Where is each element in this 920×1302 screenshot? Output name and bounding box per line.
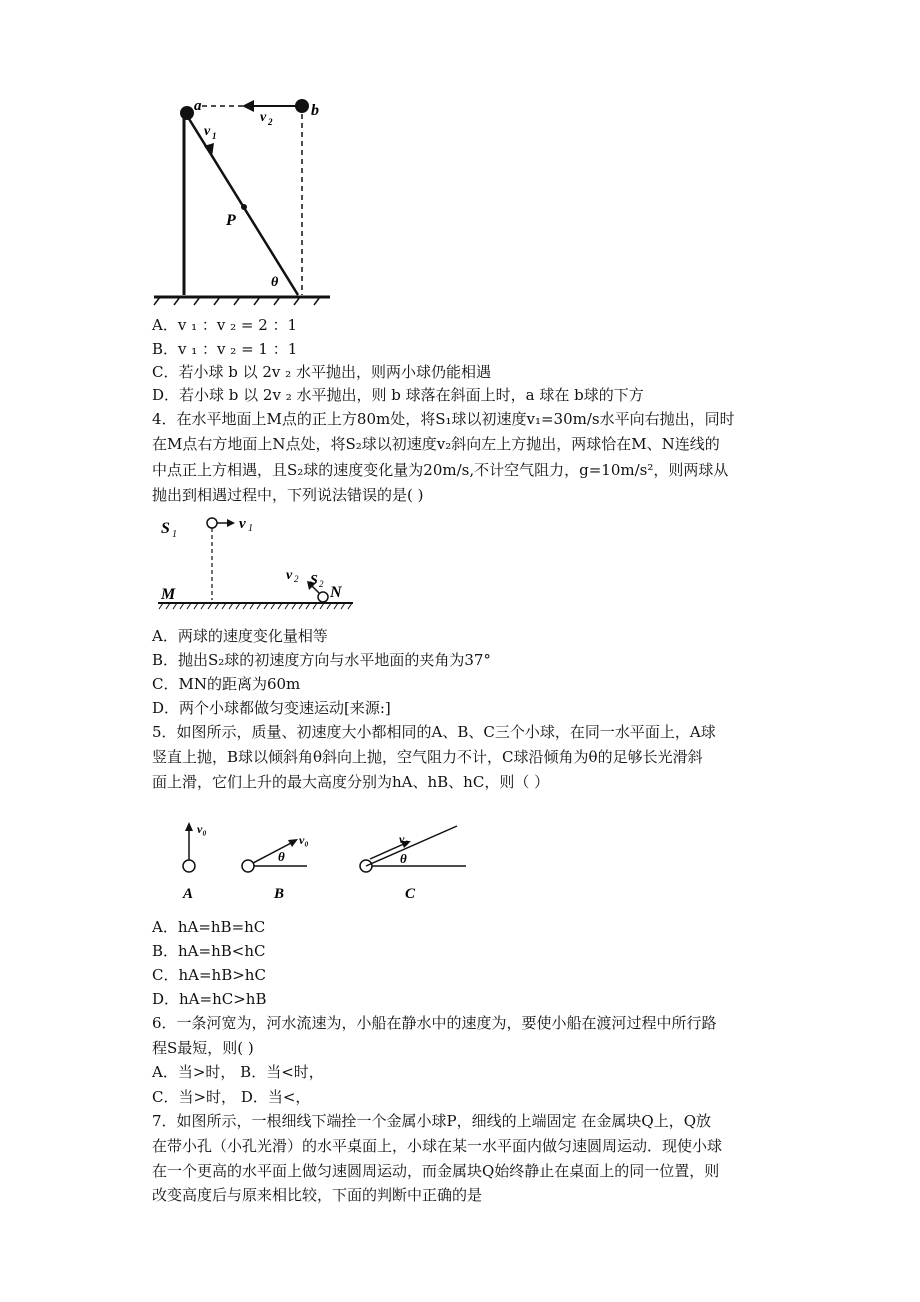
q6-stem-line-2: 程S最短，则( ) [152, 1039, 254, 1057]
figure-incline-two-balls [150, 92, 340, 308]
q4-stem-line-2: 在M点右方地面上N点处，将S₂球以初速度v₂斜向左上方抛出，两球恰在M、N连线的 [152, 435, 720, 453]
label-s1: S [161, 520, 170, 537]
label-v1: v [204, 124, 211, 139]
figure-incline-svg [150, 92, 340, 308]
q4-stem-line-1: 4．在水平地面上M点的正上方80m处，将S₁球以初速度v₁=30m/s水平向右抛出，同时 [152, 410, 735, 428]
q3-option-a: A．v ₁ ：v ₂ = 2 ：1 [152, 316, 298, 334]
s1-velocity-arrowhead [227, 519, 235, 527]
label-s2: S [310, 573, 318, 588]
figure-spheres-svg [155, 512, 365, 612]
point-p [241, 204, 247, 210]
label-n: N [330, 584, 342, 601]
q6-options-ab: A．当>时， B．当<时， [152, 1063, 324, 1081]
q5-option-b: B．hA=hB<hC [152, 942, 266, 960]
label-c: C [405, 886, 416, 902]
q6-stem-line-1: 6．一条河宽为，河水流速为，小船在静水中的速度为，要使小船在渡河过程中所行路 [152, 1014, 717, 1032]
q7-stem-line-4: 改变高度后与原来相比较，下面的判断中正确的是 [152, 1186, 483, 1204]
ball-b [242, 860, 254, 872]
q5-option-a: A．hA=hB=hC [152, 918, 266, 936]
label-v1: v [239, 516, 246, 532]
label-b: B [274, 886, 285, 902]
q4-option-c: C．MN的距离为60m [152, 675, 301, 693]
v2-arrowhead [242, 100, 254, 112]
figure-two-spheres [155, 512, 365, 612]
label-c-theta: θ [400, 851, 407, 866]
sphere-s2 [318, 592, 328, 602]
q6-options-cd: C．当>时， D．当<， [152, 1088, 311, 1106]
q4-option-d: D．两个小球都做匀变速运动[来源:] [152, 699, 391, 717]
figure-abc-svg [170, 812, 470, 904]
label-s2-sub: 2 [319, 579, 324, 589]
ball-b [295, 99, 309, 113]
label-a: a [194, 98, 202, 114]
label-v2: v [286, 568, 293, 583]
ball-a [183, 860, 195, 872]
q5-option-c: C．hA=hB>hC [152, 966, 266, 984]
incline-line [186, 114, 298, 295]
figure-abc-launch [170, 812, 470, 904]
q5-stem-line-1: 5．如图所示，质量、初速度大小都相同的A、B、C三个小球，在同一水平面上，A球 [152, 723, 716, 741]
q7-stem-line-1: 7．如图所示，一根细线下端拴一个金属小球P，细线的上端固定 在金属块Q上，Q放 [152, 1112, 712, 1130]
q5-stem-line-3: 面上滑，它们上升的最大高度分别为hA、hB、hC，则（ ） [152, 773, 550, 791]
label-b-v0: v₀ [299, 833, 309, 847]
label-b: b [311, 102, 319, 119]
q3-option-c: C．若小球 b 以 2v ₂ 水平抛出，则两小球仍能相遇 [152, 363, 491, 381]
q5-option-d: D．hA=hC>hB [152, 990, 267, 1008]
q4-stem-line-4: 抛出到相遇过程中，下列说法错误的是( ) [152, 486, 424, 504]
c-incline-line [366, 826, 457, 866]
ball-a [180, 106, 194, 120]
q3-option-b: B．v ₁ ：v ₂ = 1 ：1 [152, 340, 298, 358]
label-theta: θ [271, 275, 279, 290]
b-velocity-shaft [253, 842, 293, 863]
label-v2-sub: 2 [268, 117, 273, 127]
q3-option-d: D．若小球 b 以 2v ₂ 水平抛出，则 b 球落在斜面上时，a 球在 b球的下方 [152, 386, 644, 404]
label-b-theta: θ [278, 849, 285, 864]
q5-stem-line-2: 竖直上抛，B球以倾斜角θ斜向上抛，空气阻力不计，C球沿倾角为θ的足够长光滑斜 [152, 748, 703, 766]
sphere-s1 [207, 518, 217, 528]
label-p: P [226, 212, 236, 229]
q7-stem-line-2: 在带小孔（小孔光滑）的水平桌面上，小球在某一水平面内做匀速圆周运动．现使小球 [152, 1137, 723, 1155]
q4-option-b: B．抛出S₂球的初速度方向与水平地面的夹角为37° [152, 651, 491, 669]
q7-stem-line-3: 在一个更高的水平面上做匀速圆周运动，而金属块Q始终静止在桌面上的同一位置，则 [152, 1162, 720, 1180]
q4-stem-line-3: 中点正上方相遇，且S₂球的速度变化量为20m/s,不计空气阻力，g=10m/s²，则两球从 [152, 461, 729, 479]
label-v1-sub: 1 [212, 131, 217, 141]
label-a: A [183, 886, 194, 902]
label-m: M [161, 586, 176, 603]
label-c-v0: v₀ [399, 832, 409, 846]
label-s1-sub: 1 [172, 529, 177, 540]
label-v2-sub: 2 [294, 574, 299, 584]
label-a-v0: v₀ [197, 822, 207, 836]
q4-option-a: A．两球的速度变化量相等 [152, 627, 328, 645]
label-v2: v [260, 110, 267, 125]
label-v1-sub: 1 [248, 523, 253, 534]
a-velocity-arrowhead [185, 822, 193, 831]
